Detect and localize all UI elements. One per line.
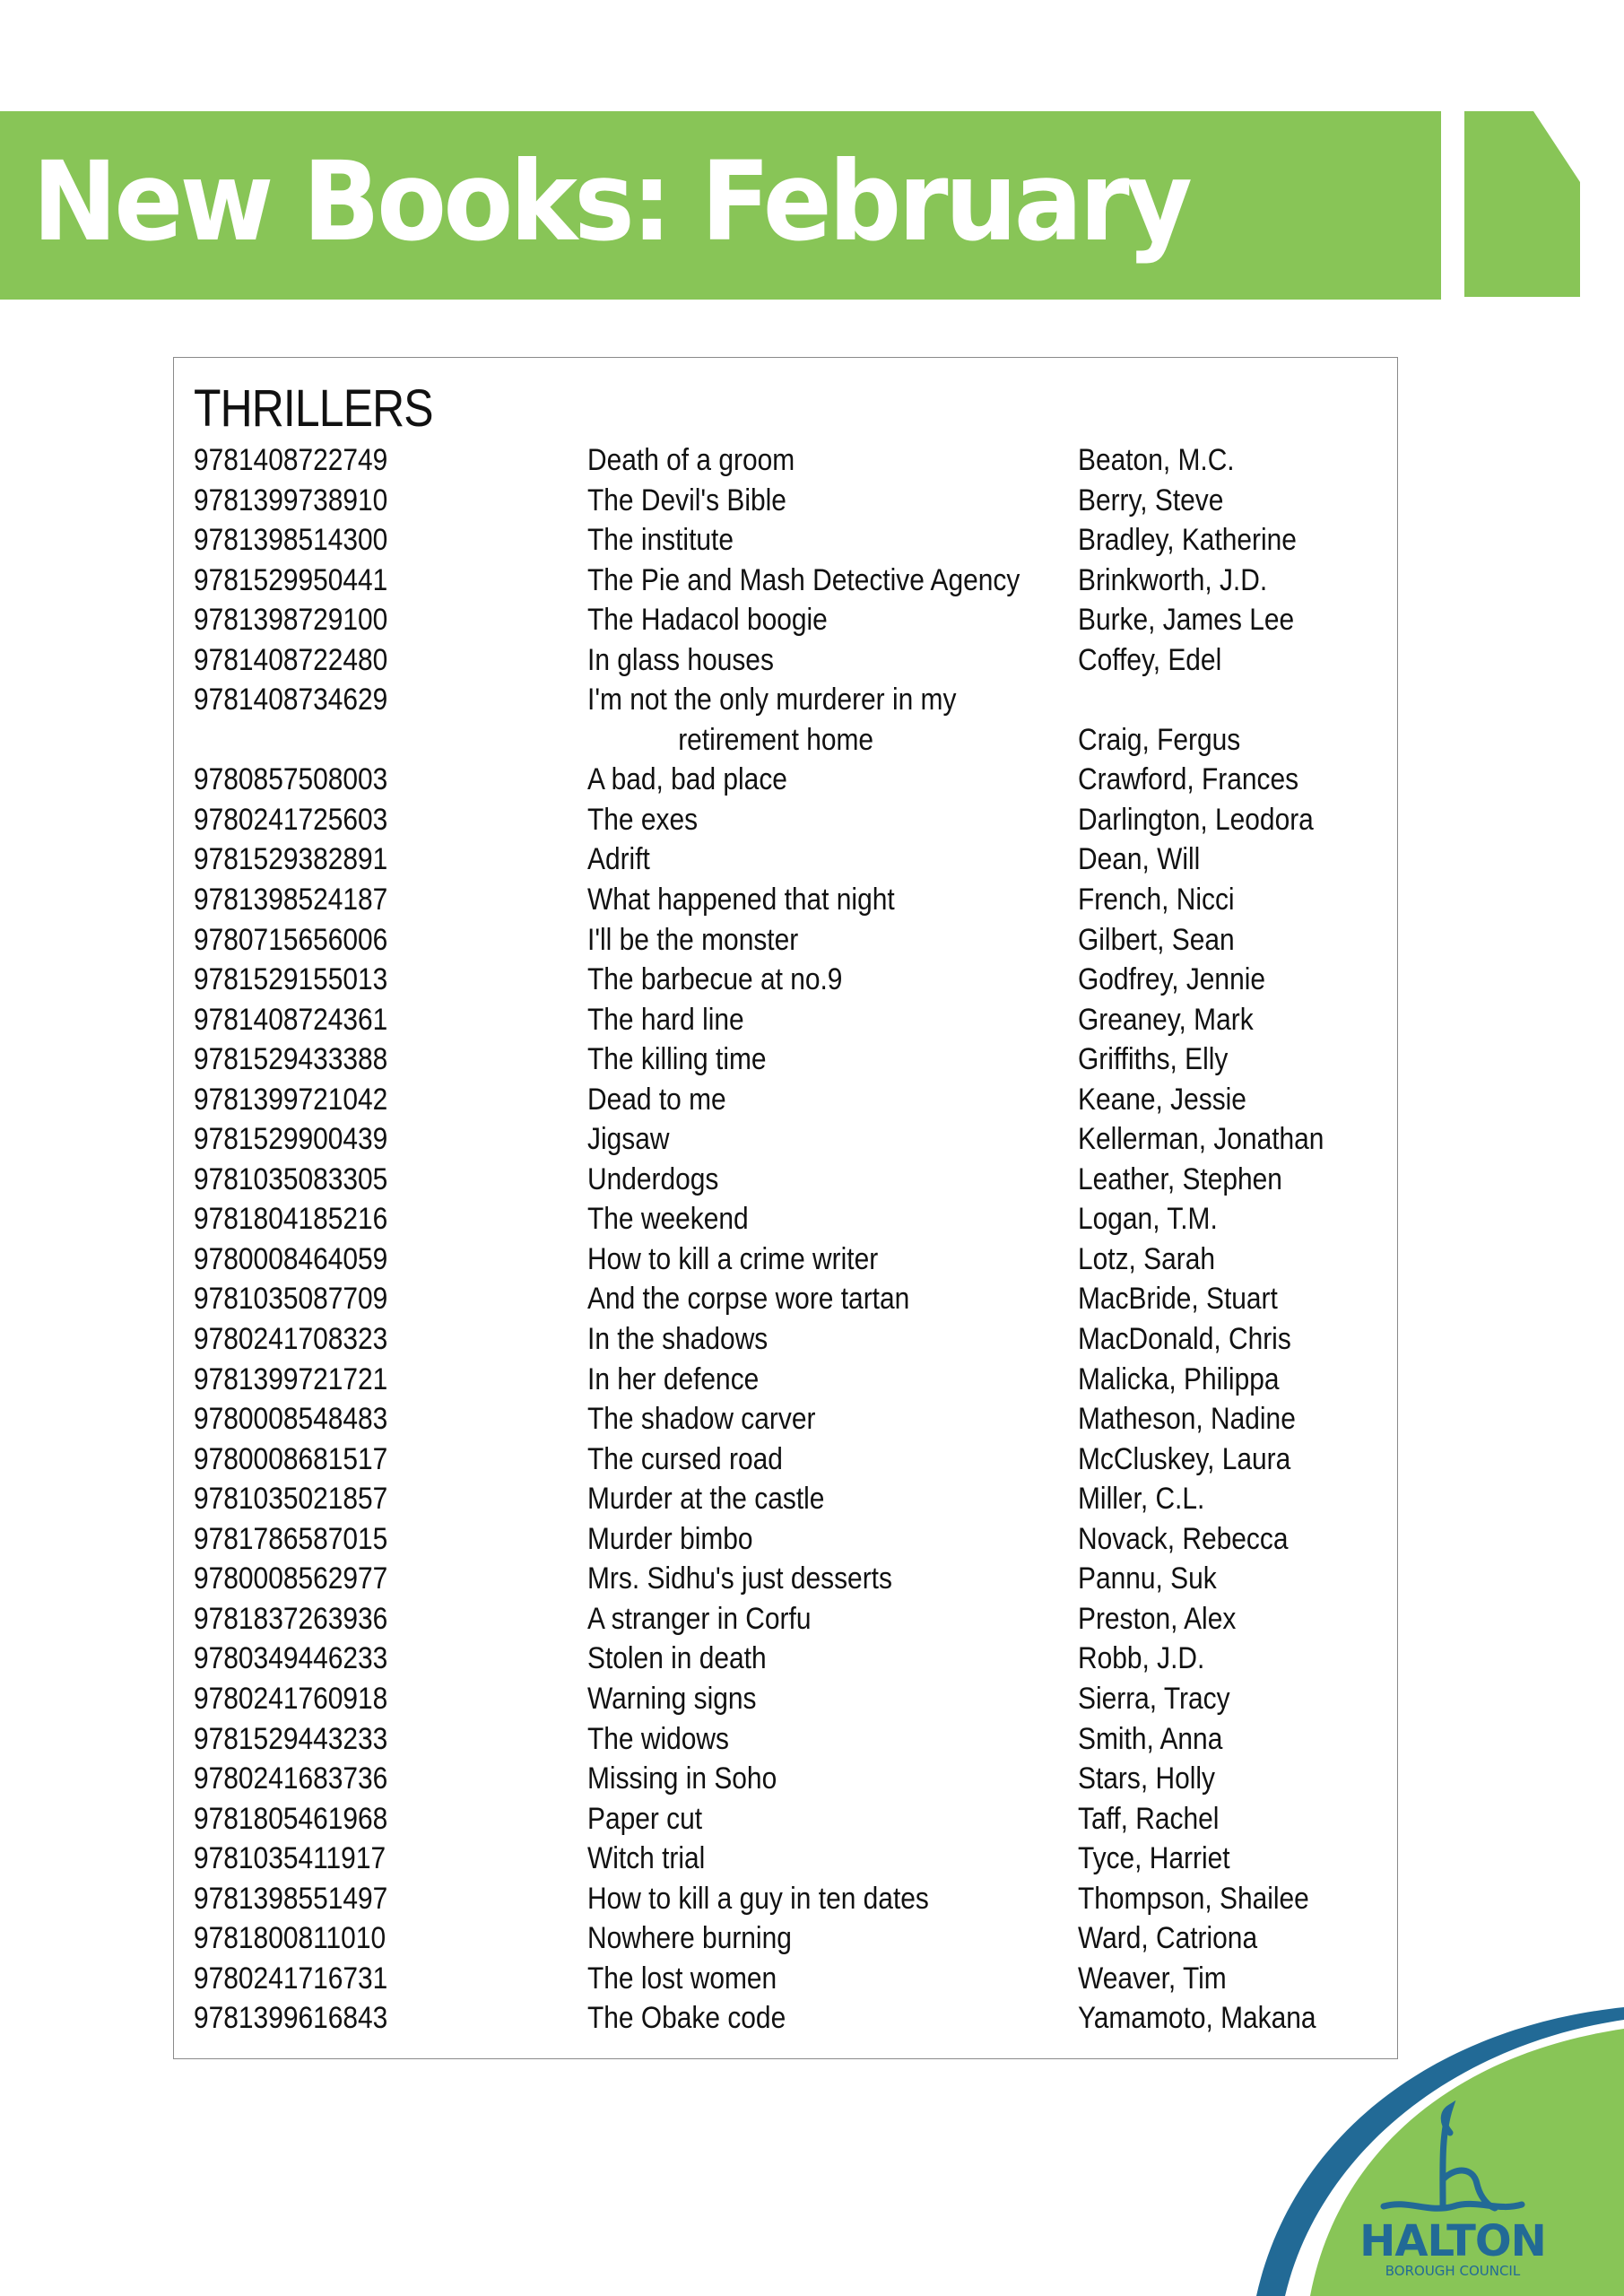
- book-isbn: 9780715656006: [194, 922, 388, 957]
- book-title: The Pie and Mash Detective Agency: [587, 562, 1020, 597]
- book-title: The Hadacol boogie: [587, 603, 828, 638]
- book-row: [194, 1759, 1386, 1799]
- book-title: Missing in Soho: [587, 1761, 777, 1796]
- book-author: Beaton, M.C.: [1078, 443, 1235, 477]
- book-title: Mrs. Sidhu's just desserts: [587, 1561, 892, 1596]
- book-row: [194, 1719, 1386, 1760]
- book-title: Adrift: [587, 842, 650, 877]
- book-isbn: 9781398524187: [194, 883, 388, 918]
- book-row: [194, 1559, 1386, 1599]
- book-row: [194, 1160, 1386, 1200]
- book-author: Pannu, Suk: [1078, 1561, 1217, 1596]
- book-title: The Obake code: [587, 2001, 786, 2036]
- book-author: Leather, Stephen: [1078, 1161, 1282, 1196]
- book-author: Burke, James Lee: [1078, 603, 1295, 638]
- book-author: Keane, Jessie: [1078, 1082, 1246, 1117]
- book-title: In her defence: [587, 1361, 760, 1396]
- book-isbn: 9781408722480: [194, 642, 388, 677]
- book-row: [194, 520, 1386, 561]
- book-isbn: 9781837263936: [194, 1601, 388, 1636]
- book-title: [587, 680, 956, 760]
- book-isbn: 9781800811010: [194, 1921, 386, 1956]
- book-author: Stars, Holly: [1078, 1761, 1215, 1796]
- book-author: Smith, Anna: [1078, 1721, 1223, 1756]
- book-isbn: 9780241708323: [194, 1322, 388, 1357]
- book-author: Darlington, Leodora: [1078, 802, 1314, 837]
- book-title: The exes: [587, 802, 699, 837]
- book-title: Death of a groom: [587, 443, 795, 477]
- book-row: [194, 1279, 1386, 1319]
- book-author: Berry, Steve: [1078, 483, 1224, 517]
- book-title: A stranger in Corfu: [587, 1601, 812, 1636]
- book-row: [194, 640, 1386, 681]
- page-title: New Books: February: [32, 138, 1190, 265]
- book-isbn: 9781529382891: [194, 842, 388, 877]
- book-row: [194, 1080, 1386, 1120]
- book-title: The hard line: [587, 1002, 744, 1037]
- book-row: [194, 440, 1386, 481]
- book-author: Weaver, Tim: [1078, 1961, 1227, 1996]
- book-isbn: 9781408724361: [194, 1002, 388, 1037]
- book-isbn: 9780008464059: [194, 1241, 388, 1276]
- logo-subtitle: BOROUGH COUNCIL: [1385, 2263, 1521, 2279]
- halton-logo: [1229, 2000, 1624, 2296]
- book-row: [194, 1360, 1386, 1400]
- book-row: [194, 1039, 1386, 1080]
- logo-name: HALTON: [1359, 2216, 1546, 2266]
- book-isbn: 9781399721042: [194, 1082, 388, 1117]
- book-isbn: 9781035411917: [194, 1841, 386, 1876]
- book-author: Godfrey, Jennie: [1078, 962, 1266, 997]
- book-isbn: 9781804185216: [194, 1202, 388, 1237]
- book-title-line1: I'm not the only murderer in my: [587, 683, 957, 718]
- book-isbn: 9781529443233: [194, 1721, 388, 1756]
- book-list-box: [173, 357, 1398, 2059]
- book-title: The lost women: [587, 1961, 777, 1996]
- book-author: Tyce, Harriet: [1078, 1841, 1230, 1876]
- book-author: Miller, C.L.: [1078, 1482, 1205, 1517]
- book-isbn: 9780241760918: [194, 1681, 388, 1716]
- book-isbn: 9780008562977: [194, 1561, 388, 1596]
- book-row: [194, 1479, 1386, 1519]
- book-isbn: 9781529155013: [194, 962, 388, 997]
- book-title: The cursed road: [587, 1441, 783, 1476]
- book-list: [194, 440, 1386, 2039]
- book-isbn: 9781399616843: [194, 2001, 388, 2036]
- book-row: [194, 920, 1386, 961]
- header-tab-decoration: [1464, 111, 1580, 297]
- book-title: Paper cut: [587, 1801, 703, 1836]
- book-isbn: 9780008681517: [194, 1441, 388, 1476]
- book-author: French, Nicci: [1078, 883, 1235, 918]
- book-title: How to kill a crime writer: [587, 1241, 879, 1276]
- book-isbn: 9781529950441: [194, 562, 388, 597]
- book-row: [194, 1959, 1386, 1999]
- book-author: Novack, Rebecca: [1078, 1521, 1289, 1556]
- book-isbn: 9781398514300: [194, 523, 388, 558]
- book-author: Matheson, Nadine: [1078, 1402, 1296, 1437]
- book-title: Murder bimbo: [587, 1521, 753, 1556]
- book-title: In the shadows: [587, 1322, 769, 1357]
- book-isbn: 9781805461968: [194, 1801, 388, 1836]
- book-title: The weekend: [587, 1202, 749, 1237]
- book-title: Witch trial: [587, 1841, 706, 1876]
- book-isbn: 9781408722749: [194, 443, 388, 477]
- book-author: Griffiths, Elly: [1078, 1042, 1229, 1077]
- book-title: I'll be the monster: [587, 922, 799, 957]
- book-title: The widows: [587, 1721, 729, 1756]
- book-isbn: 9780857508003: [194, 762, 388, 797]
- book-author: Taff, Rachel: [1078, 1801, 1220, 1836]
- book-author: Sierra, Tracy: [1078, 1681, 1230, 1716]
- book-author: Robb, J.D.: [1078, 1641, 1205, 1676]
- book-author: Craig, Fergus: [1078, 722, 1241, 757]
- book-title: Nowhere burning: [587, 1921, 792, 1956]
- book-isbn: 9781399721721: [194, 1361, 388, 1396]
- book-row: [194, 839, 1386, 880]
- book-row: [194, 680, 1386, 760]
- book-author: Preston, Alex: [1078, 1601, 1237, 1636]
- book-title: The institute: [587, 523, 734, 558]
- book-isbn: 9781529900439: [194, 1122, 388, 1157]
- book-title: The shadow carver: [587, 1402, 816, 1437]
- book-author: Bradley, Katherine: [1078, 523, 1297, 558]
- book-author: Crawford, Frances: [1078, 762, 1299, 797]
- book-title: Jigsaw: [587, 1122, 670, 1157]
- book-row: [194, 960, 1386, 1000]
- book-title: How to kill a guy in ten dates: [587, 1881, 929, 1916]
- book-isbn: 9781529433388: [194, 1042, 388, 1077]
- book-isbn: 9780349446233: [194, 1641, 388, 1676]
- book-author: Dean, Will: [1078, 842, 1201, 877]
- book-author: Malicka, Philippa: [1078, 1361, 1280, 1396]
- book-title: The barbecue at no.9: [587, 962, 843, 997]
- book-row: [194, 1799, 1386, 1839]
- book-row: [194, 1000, 1386, 1040]
- book-row: [194, 1239, 1386, 1280]
- book-isbn: 9781035083305: [194, 1161, 388, 1196]
- book-row: [194, 800, 1386, 840]
- book-author: Gilbert, Sean: [1078, 922, 1235, 957]
- book-row: [194, 1199, 1386, 1239]
- book-row: [194, 1439, 1386, 1480]
- book-title-line2: retirement home: [678, 722, 874, 757]
- book-author: Yamamoto, Makana: [1078, 2001, 1316, 2036]
- book-isbn: 9780008548483: [194, 1402, 388, 1437]
- book-isbn: 9780241683736: [194, 1761, 388, 1796]
- book-row: [194, 760, 1386, 800]
- book-isbn: 9780241716731: [194, 1961, 388, 1996]
- section-title: THRILLERS: [194, 379, 433, 438]
- book-isbn: 9781786587015: [194, 1521, 388, 1556]
- book-row: [194, 1639, 1386, 1679]
- book-row: [194, 1679, 1386, 1719]
- book-author: Greaney, Mark: [1078, 1002, 1254, 1037]
- book-row: [194, 1319, 1386, 1360]
- book-row: [194, 1998, 1386, 2039]
- book-row: [194, 880, 1386, 920]
- book-title: Underdogs: [587, 1161, 719, 1196]
- book-row: [194, 1839, 1386, 1879]
- book-row: [194, 1879, 1386, 1919]
- book-title: The killing time: [587, 1042, 767, 1077]
- book-isbn: 9781399738910: [194, 483, 388, 517]
- book-title: Stolen in death: [587, 1641, 767, 1676]
- book-row: [194, 1918, 1386, 1959]
- book-title: What happened that night: [587, 883, 895, 918]
- book-isbn: 9781035021857: [194, 1482, 388, 1517]
- book-row: [194, 1119, 1386, 1160]
- book-author: MacBride, Stuart: [1078, 1282, 1278, 1317]
- book-isbn: 9781035087709: [194, 1282, 388, 1317]
- book-author: Logan, T.M.: [1078, 1202, 1218, 1237]
- book-author: Ward, Catriona: [1078, 1921, 1258, 1956]
- book-title: Dead to me: [587, 1082, 726, 1117]
- book-author: MacDonald, Chris: [1078, 1322, 1291, 1357]
- book-isbn: 9780241725603: [194, 802, 388, 837]
- book-author: Brinkworth, J.D.: [1078, 562, 1268, 597]
- book-title: And the corpse wore tartan: [587, 1282, 910, 1317]
- book-row: [194, 1599, 1386, 1639]
- book-title: The Devil's Bible: [587, 483, 786, 517]
- book-row: [194, 600, 1386, 640]
- book-row: [194, 1399, 1386, 1439]
- book-row: [194, 481, 1386, 521]
- book-title: Warning signs: [587, 1681, 757, 1716]
- book-title: Murder at the castle: [587, 1482, 825, 1517]
- book-isbn: 9781408734629: [194, 683, 388, 718]
- book-title: A bad, bad place: [587, 762, 787, 797]
- book-row: [194, 561, 1386, 601]
- book-row: [194, 1519, 1386, 1560]
- book-author: Kellerman, Jonathan: [1078, 1122, 1324, 1157]
- book-title: In glass houses: [587, 642, 774, 677]
- book-author: Coffey, Edel: [1078, 642, 1222, 677]
- book-author: McCluskey, Laura: [1078, 1441, 1291, 1476]
- book-author: Thompson, Shailee: [1078, 1881, 1309, 1916]
- book-author: Lotz, Sarah: [1078, 1241, 1216, 1276]
- book-isbn: 9781398551497: [194, 1881, 388, 1916]
- book-isbn: 9781398729100: [194, 603, 388, 638]
